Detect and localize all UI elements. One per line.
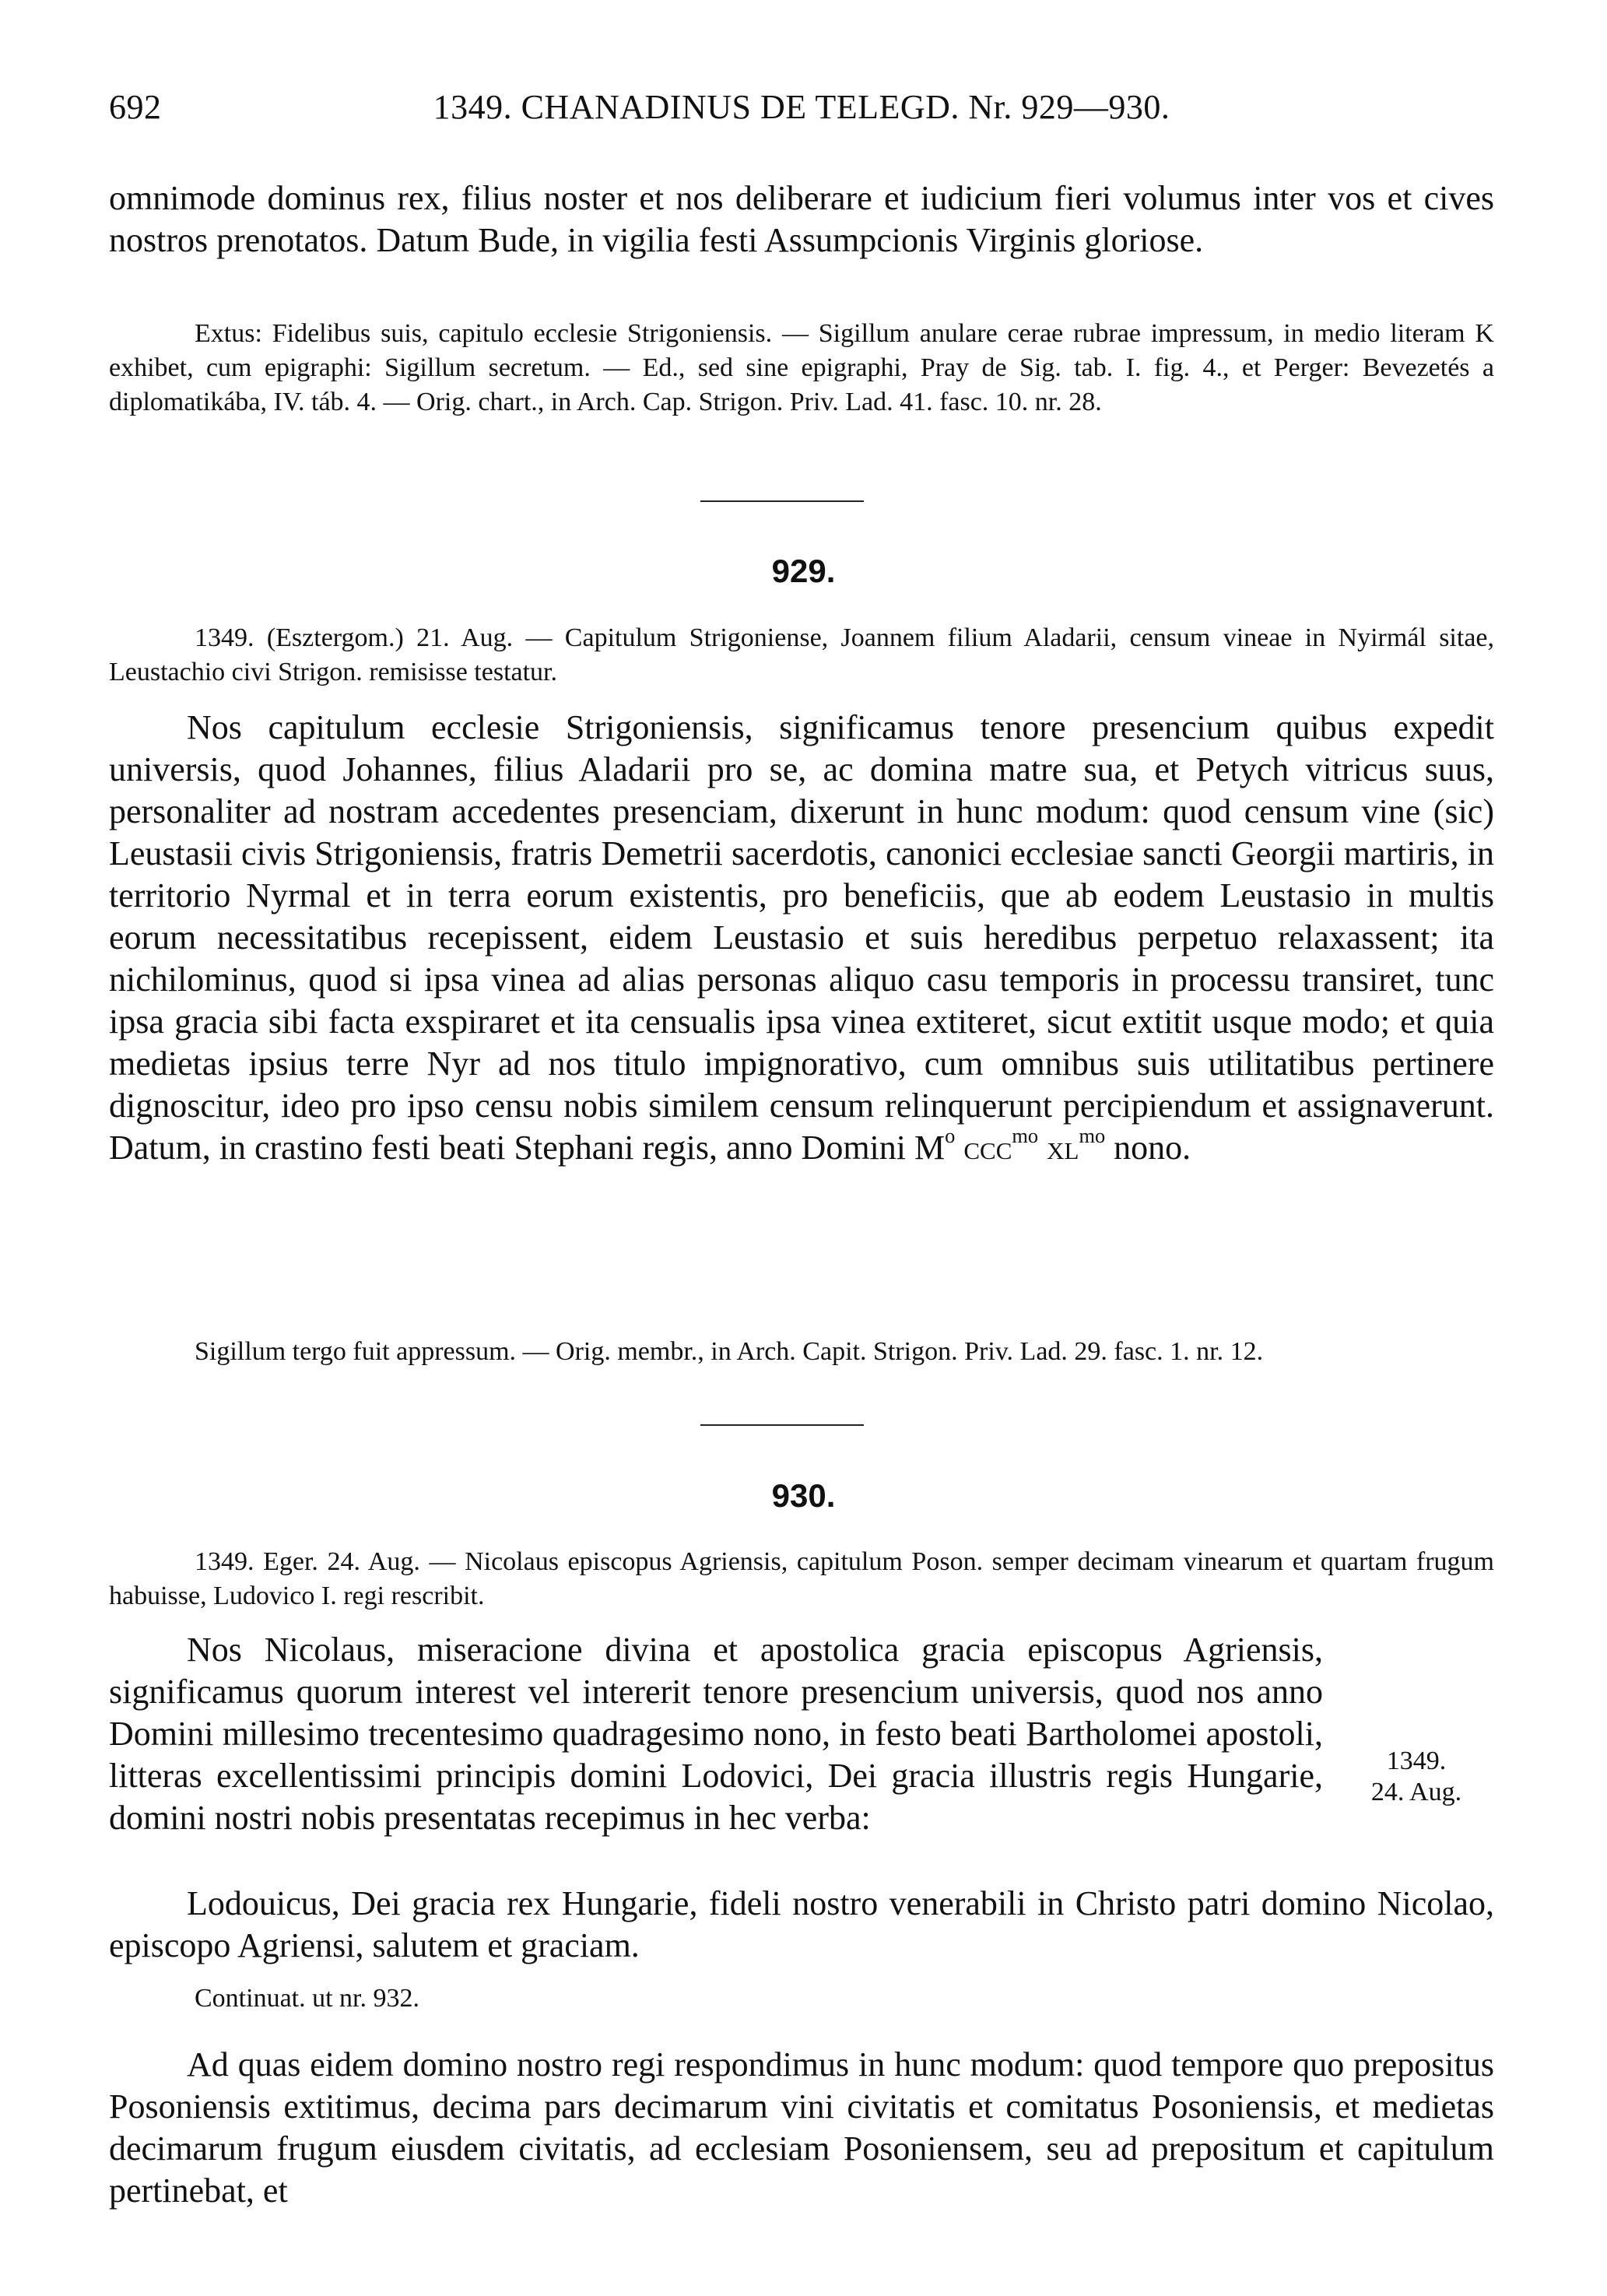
page-number: 692 <box>109 88 162 126</box>
section-929-note <box>109 1335 1494 1369</box>
section-930-response <box>109 2044 1494 2212</box>
inserted-letter <box>109 1883 1494 1967</box>
running-title: 1349. CHANADINUS DE TELEGD. Nr. 929—930. <box>433 88 1170 126</box>
margin-date <box>1339 1746 1494 1808</box>
charter-text: Nos Nicolaus, miseracione divina et apostolica gracia episcopus Agriensis, significamus quorum interest vel intererit tenore presencium universis, quod nos anno Domini millesimo trecentesimo quadragesimo nono, in festo beati Bartholomei apostoli, litteras excellentissimi principis domini Lodovici, Dei gracia illustris regis Hungarie, domini nostri nobis presentatas recepimus in hec verba: <box>109 1631 1323 1837</box>
regest-text: 1349. Eger. 24. Aug. — Nicolaus episcopus Agriensis, capitulum Poson. semper decimam vinearum et quartam frugum habuisse, Ludovico I. regi rescribit. <box>109 1547 1494 1610</box>
superscript: mo <box>1012 1123 1039 1147</box>
roman-numeral: ccc <box>963 1129 1012 1167</box>
section-929-regest <box>109 621 1494 690</box>
continuat-text: Continuat. ut nr. 932. <box>195 1984 419 2013</box>
section-divider <box>700 500 864 502</box>
section-number-929: 929. <box>771 553 836 589</box>
section-divider <box>700 1424 864 1426</box>
superscript: o <box>945 1123 956 1147</box>
continuation-text: omnimode dominus rex, filius noster et nos deliberare et iudicium fieri volumus inter vos et cives nostros prenotatos. Datum Bude, in vigilia festi Assumpcionis Virginis gloriose. <box>109 179 1494 259</box>
margin-day: 24. Aug. <box>1370 1778 1462 1806</box>
running-header <box>109 87 1494 134</box>
continuation-note-text: Extus: Fidelibus suis, capitulo ecclesie Strigoniensis. — Sigillum anulare cerae rubrae impressum, in medio literam K exhibet, cum epigraphi: Sigillum secretum. — Ed., sed sine epigraphi, Pray de Sig. tab. I. fig. 4., et Perger: Bevezetés a diplomatikába, IV. táb. 4. — Orig. chart., in Arch. Cap. Strigon. Priv. Lad. 41. fasc. 10. nr. 28. <box>109 319 1494 416</box>
year-word: nono. <box>1114 1129 1191 1167</box>
section-930-regest <box>109 1545 1494 1613</box>
section-929-text <box>109 707 1494 1169</box>
insert-text: Lodouicus, Dei gracia rex Hungarie, fideli nostro venerabili in Christo patri domino Nicolao, episcopo Agriensi, salutem et graciam. <box>109 1884 1494 1964</box>
continuation-note <box>109 317 1494 420</box>
regest-text: 1349. (Esztergom.) 21. Aug. — Capitulum Strigoniense, Joannem filium Aladarii, censum vineae in Nyirmál sitae, Leustachio civi Strigon. remisisse testatur. <box>109 623 1494 686</box>
source-note: Sigillum tergo fuit appressum. — Orig. membr., in Arch. Capit. Strigon. Priv. Lad. 29. fasc. 1. nr. 12. <box>195 1337 1264 1366</box>
roman-numeral: xl <box>1047 1129 1079 1167</box>
charter-text: Nos capitulum ecclesie Strigoniensis, significamus tenore presencium quibus expedit universis, quod Johannes, filius Aladarii pro se, ac domina matre sua, et Petych vitricus suus, personaliter ad nostram accedentes presenciam, dixerunt in hunc modum: quod censum vine (sic) Leustasii civis Strigoniensis, fratris Demetrii sacerdotis, canonici ecclesiae sancti Georgii martiris, in territorio Nyrmal et in terra eorum existentis, pro beneficiis, que ab eodem Leustasio in multis eorum necessitatibus recepissent, eidem Leustasio et suis heredibus perpetuo relaxassent; ita nichilominus, quod si ipsa vinea ad alias personas aliquo casu temporis in processu transiret, tunc ipsa gracia sibi facta exspiraret et ita censualis ipsa vinea extiteret, sicut extitit usque modo; et quia medietas ipsius terre Nyr ad nos titulo impignorativo, cum omnibus suis utilitatibus pertinere dignoscitur, ideo pro ipso censu nobis similem censum relinquerunt percipiendum et assignaverunt. Datum, in crastino festi beati Stephani regis, anno Domini M <box>109 708 1494 1167</box>
continuation-reference <box>109 1982 1494 2016</box>
section-number-930: 930. <box>771 1477 836 1514</box>
superscript: mo <box>1079 1123 1106 1147</box>
continuation-paragraph <box>109 177 1494 262</box>
margin-year: 1349. <box>1386 1747 1447 1775</box>
response-text: Ad quas eidem domino nostro regi respondimus in hunc modum: quod tempore quo prepositus Posoniensis extitimus, decima pars decimarum vini civitatis et comitatus Posoniensis, et medietas decimarum frugum eiusdem civitatis, ad ecclesiam Posoniensem, seu ad prepositum et capitulum pertinebat, et <box>109 2045 1494 2210</box>
section-930-text <box>109 1629 1323 1839</box>
